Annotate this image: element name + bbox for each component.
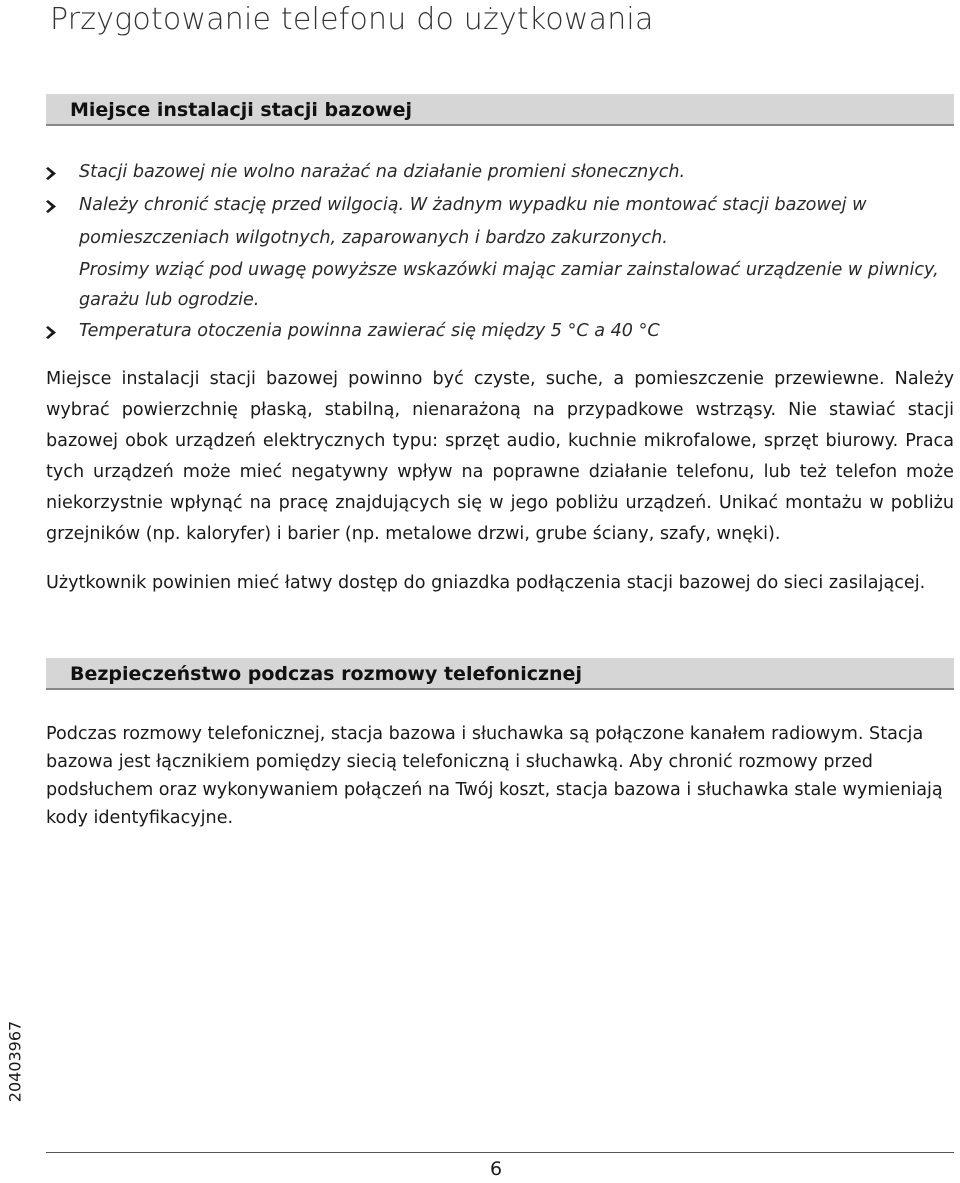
list-item — [46, 189, 956, 255]
footer-divider — [46, 1152, 954, 1153]
bullet-text: Należy chronić stację przed wilgocią. W żadnym wypadku nie montować stacji bazowej w pomieszczeniach wilgotnych, zaparowanych i bardzo zakurzonych. — [79, 195, 867, 248]
arrow-bullet-icon — [46, 326, 56, 339]
document-code: 20403967 — [5, 1020, 25, 1103]
page-title: Przygotowanie telefonu do użytkowania — [50, 2, 654, 37]
header-underline — [46, 688, 954, 690]
section-header-installation — [46, 94, 954, 126]
bullet-note: Prosimy wziąć pod uwagę powyższe wskazówki mając zamiar zainstalować urządzenie w piwnicy, garażu lub ogrodzie. — [79, 260, 939, 310]
section-heading: Miejsce instalacji stacji bazowej — [70, 99, 412, 121]
bullet-text: Stacji bazowej nie wolno narażać na działanie promieni słonecznych. — [79, 162, 686, 182]
paragraph-installation: Miejsce instalacji stacji bazowej powinno być czyste, suche, a pomieszczenie przewiewne. Należy wybrać powierzchnię płaską, stabilną, nienarażoną na przypadkowe wstrząsy. Nie stawiać stacji bazowej obok urządzeń elektrycznych typu: sprzęt audio, kuchnie mikrofalowe, sprzęt biurowy. Praca tych urządzeń może mieć negatywny wpływ na poprawne działanie telefonu, lub też telefon może niekorzystnie wpłynąć na pracę znajdujących się w jego pobliżu urządzeń. Unikać montażu w pobliżu grzejników (np. kaloryfer) i barier (np. metalowe drzwi, grube ściany, szafy, wnęki). — [46, 369, 954, 544]
paragraph-call-security: Podczas rozmowy telefonicznej, stacja bazowa i słuchawka są połączone kanałem radiowym. Stacja bazowa jest łącznikiem pomiędzy siecią telefoniczną i słuchawką. Aby chronić rozmowy przed podsłuchem oraz wykonywaniem połączeń na Twój koszt, stacja bazowa i słuchawka stale wymieniają kody identyfikacyjne. — [46, 724, 943, 828]
bullet-list — [46, 156, 956, 348]
bullet-text: Temperatura otoczenia powinna zawierać się między 5 °C a 40 °C — [79, 321, 660, 341]
list-item — [46, 315, 956, 348]
arrow-bullet-icon — [46, 167, 56, 180]
header-underline — [46, 124, 954, 126]
page-number: 6 — [490, 1158, 503, 1180]
paragraph-power-access: Użytkownik powinien mieć łatwy dostęp do gniazdka podłączenia stacji bazowej do sieci zasilającej. — [46, 573, 926, 593]
list-item — [46, 156, 956, 189]
section-heading: Bezpieczeństwo podczas rozmowy telefonicznej — [70, 663, 582, 685]
arrow-bullet-icon — [46, 200, 56, 213]
section-header-call-security — [46, 658, 954, 690]
